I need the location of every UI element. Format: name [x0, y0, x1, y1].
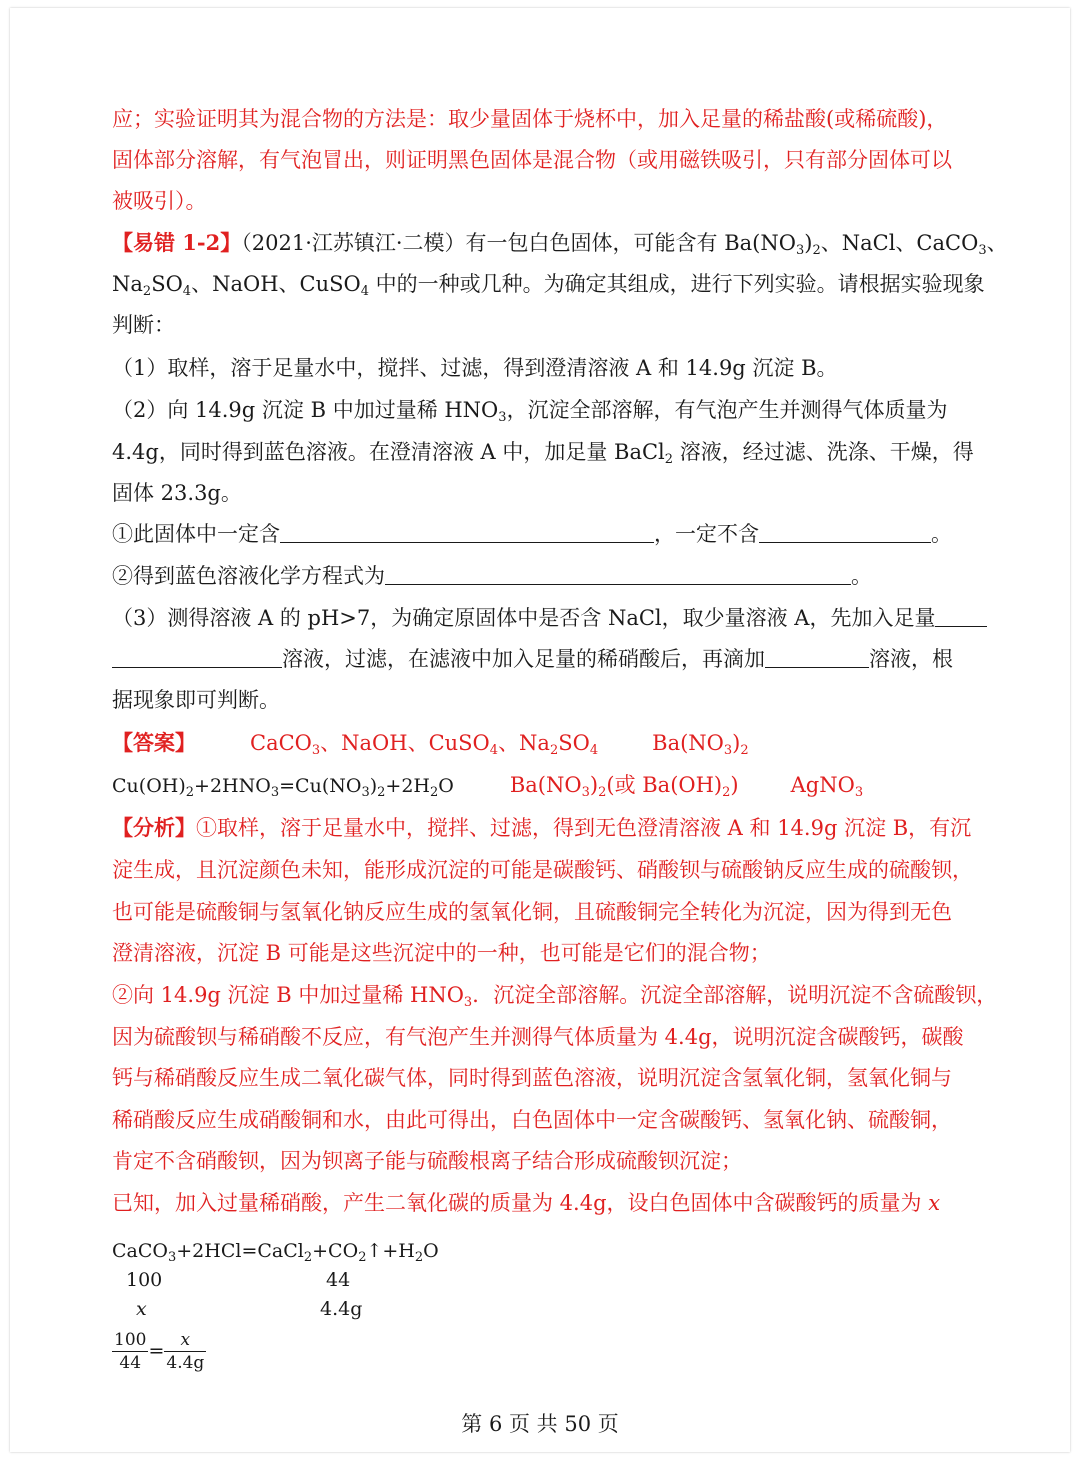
analysis-p1-line-3: 也可能是硫酸铜与氢氧化钠反应生成的氢氧化铜，且硫酸铜完全转化为沉淀，因为得到无色: [112, 900, 952, 924]
answer-3: $Ba(NO_3)_2$(或 $Ba(OH)_2$): [509, 773, 739, 800]
answer-line-2: [112, 771, 863, 800]
analysis-p1-line-1: 【分析】①取样，溶于足量水中，搅拌、过滤，得到无色澄清溶液 A 和 14.9g 沉淀 B，有沉: [112, 815, 972, 840]
answer-blank-equation[interactable]: [385, 564, 851, 585]
answer-4: AgNO$_3$: [790, 773, 864, 800]
sub-question-2: ②得到蓝色溶液化学方程式为 。: [112, 564, 872, 588]
analysis-p2-line-1: ②向 14.9g 沉淀 B 中加过量稀 $HNO_3$．沉淀全部溶解。沉淀全部溶解，说明沉淀不含硫酸钡，: [112, 983, 998, 1010]
answer-blank-must-not-contain[interactable]: [759, 522, 931, 543]
analysis-prev-line-1: 应；实验证明其为混合物的方法是：取少量固体于烧杯中，加入足量的稀盐酸(或稀硫酸)，: [112, 107, 948, 131]
step-1-text: （1）取样，溶于足量水中，搅拌、过滤，得到澄清溶液 A 和 14.9g 沉淀 B。: [112, 356, 838, 380]
calc-proportion: $\frac{100}{44}$ = $\frac{x}{4.4g}$: [114, 1330, 205, 1373]
analysis-tag: 【分析】: [112, 815, 196, 840]
answer-1: CaCO$_3$、NaOH、CuSO$_4$、$Na_2SO_4$: [250, 731, 599, 758]
answer-blank-reagent-1b[interactable]: [112, 647, 282, 668]
analysis-p2-line-2: 因为硫酸钡与稀硝酸不反应，有气泡产生并测得气体质量为 4.4g，说明沉淀含碳酸钙，碳酸: [112, 1025, 964, 1049]
sub-question-3-line-3: 据现象即可判断。: [112, 688, 280, 712]
sub-question-1: ①此固体中一定含 ，一定不含 。: [112, 522, 952, 546]
answer-blank-reagent-1a[interactable]: [935, 606, 987, 627]
question-tag: 【易错 1-2】: [112, 230, 242, 255]
analysis-p2-line-5: 肯定不含硝酸钡，因为钡离子能与硫酸根离子结合形成硫酸钡沉淀；: [112, 1149, 742, 1173]
sub-question-3-line-2: 溶液，过滤，在滤液中加入足量的稀硝酸后，再滴加 溶液，根: [112, 645, 953, 673]
calc-equation: $CaCO_3+2HCl=CaCl_2+CO_2↑+H_2O$: [112, 1240, 439, 1265]
step-2-line-3: 固体 23.3g。: [112, 481, 242, 505]
question-intro-line-3: 判断：: [112, 313, 175, 337]
analysis-prev-line-2: 固体部分溶解，有气泡冒出，则证明黑色固体是混合物（或用磁铁吸引，只有部分固体可以: [112, 148, 952, 172]
calc-var-mass: 4.4g: [320, 1298, 363, 1320]
analysis-p3-line-1: 已知，加入过量稀硝酸，产生二氧化碳的质量为 4.4g，设白色固体中含碳酸钙的质量为 x: [112, 1191, 941, 1215]
step-2-line-2: 4.4g，同时得到蓝色溶液。在澄清溶液 A 中，加足量 BaCl$_2$ 溶液，经过滤、洗涤、干燥，得: [112, 440, 974, 467]
answer-equation: $Cu(OH)_2+2HNO_3=Cu(NO_3)_2+2H_2O$: [112, 775, 454, 800]
calc-molar-mass-co2: 44: [326, 1269, 351, 1291]
analysis-prev-line-3: 被吸引）。: [112, 189, 207, 213]
step-2-line-1: （2）向 14.9g 沉淀 B 中加过量稀 $HNO_3$，沉淀全部溶解，有气泡产生并测得气体质量为: [112, 398, 948, 425]
analysis-p2-line-3: 钙与稀硝酸反应生成二氧化碳气体，同时得到蓝色溶液，说明沉淀含氢氧化铜，氢氧化铜与: [112, 1066, 952, 1090]
answer-tag: 【答案】: [112, 730, 196, 755]
calc-var-x: x: [136, 1298, 147, 1320]
fraction-left: $\frac{100}{44}$: [114, 1330, 147, 1373]
question-intro-line-2: $Na_2SO_4$、NaOH、CuSO$_4$ 中的一种或几种。为确定其组成，进行下列实验。请根据实验现象: [112, 272, 985, 299]
document-page: [10, 8, 1070, 1452]
answer-line-1: [112, 729, 749, 757]
sub-question-3-line-1: （3）测得溶液 A 的 pH>7，为确定原固体中是否含 NaCl，取少量溶液 A，先加入足量: [112, 604, 987, 632]
analysis-p1-line-4: 澄清溶液，沉淀 B 可能是这些沉淀中的一种，也可能是它们的混合物；: [112, 941, 771, 965]
answer-2: $Ba(NO_3)_2$: [652, 731, 749, 758]
question-intro-line-1: 【易错 1-2】（2021·江苏镇江·二模）有一包白色固体，可能含有 $Ba(NO_3)_2$、NaCl、CaCO$_3$、: [112, 230, 1008, 258]
analysis-p2-line-4: 稀硝酸反应生成硝酸铜和水，由此可得出，白色固体中一定含碳酸钙、氢氧化钠、硫酸铜，: [112, 1108, 952, 1132]
page-footer: 第 6 页 共 50 页: [461, 1412, 619, 1436]
calc-molar-mass-caco3: 100: [126, 1269, 163, 1291]
fraction-right: $\frac{x}{4.4g}$: [166, 1330, 205, 1373]
answer-blank-must-contain[interactable]: [280, 522, 654, 543]
analysis-p1-line-2: 淀生成，且沉淀颜色未知，能形成沉淀的可能是碳酸钙、硝酸钡与硫酸钠反应生成的硫酸钡，: [112, 858, 973, 882]
answer-blank-reagent-2[interactable]: [765, 647, 869, 668]
